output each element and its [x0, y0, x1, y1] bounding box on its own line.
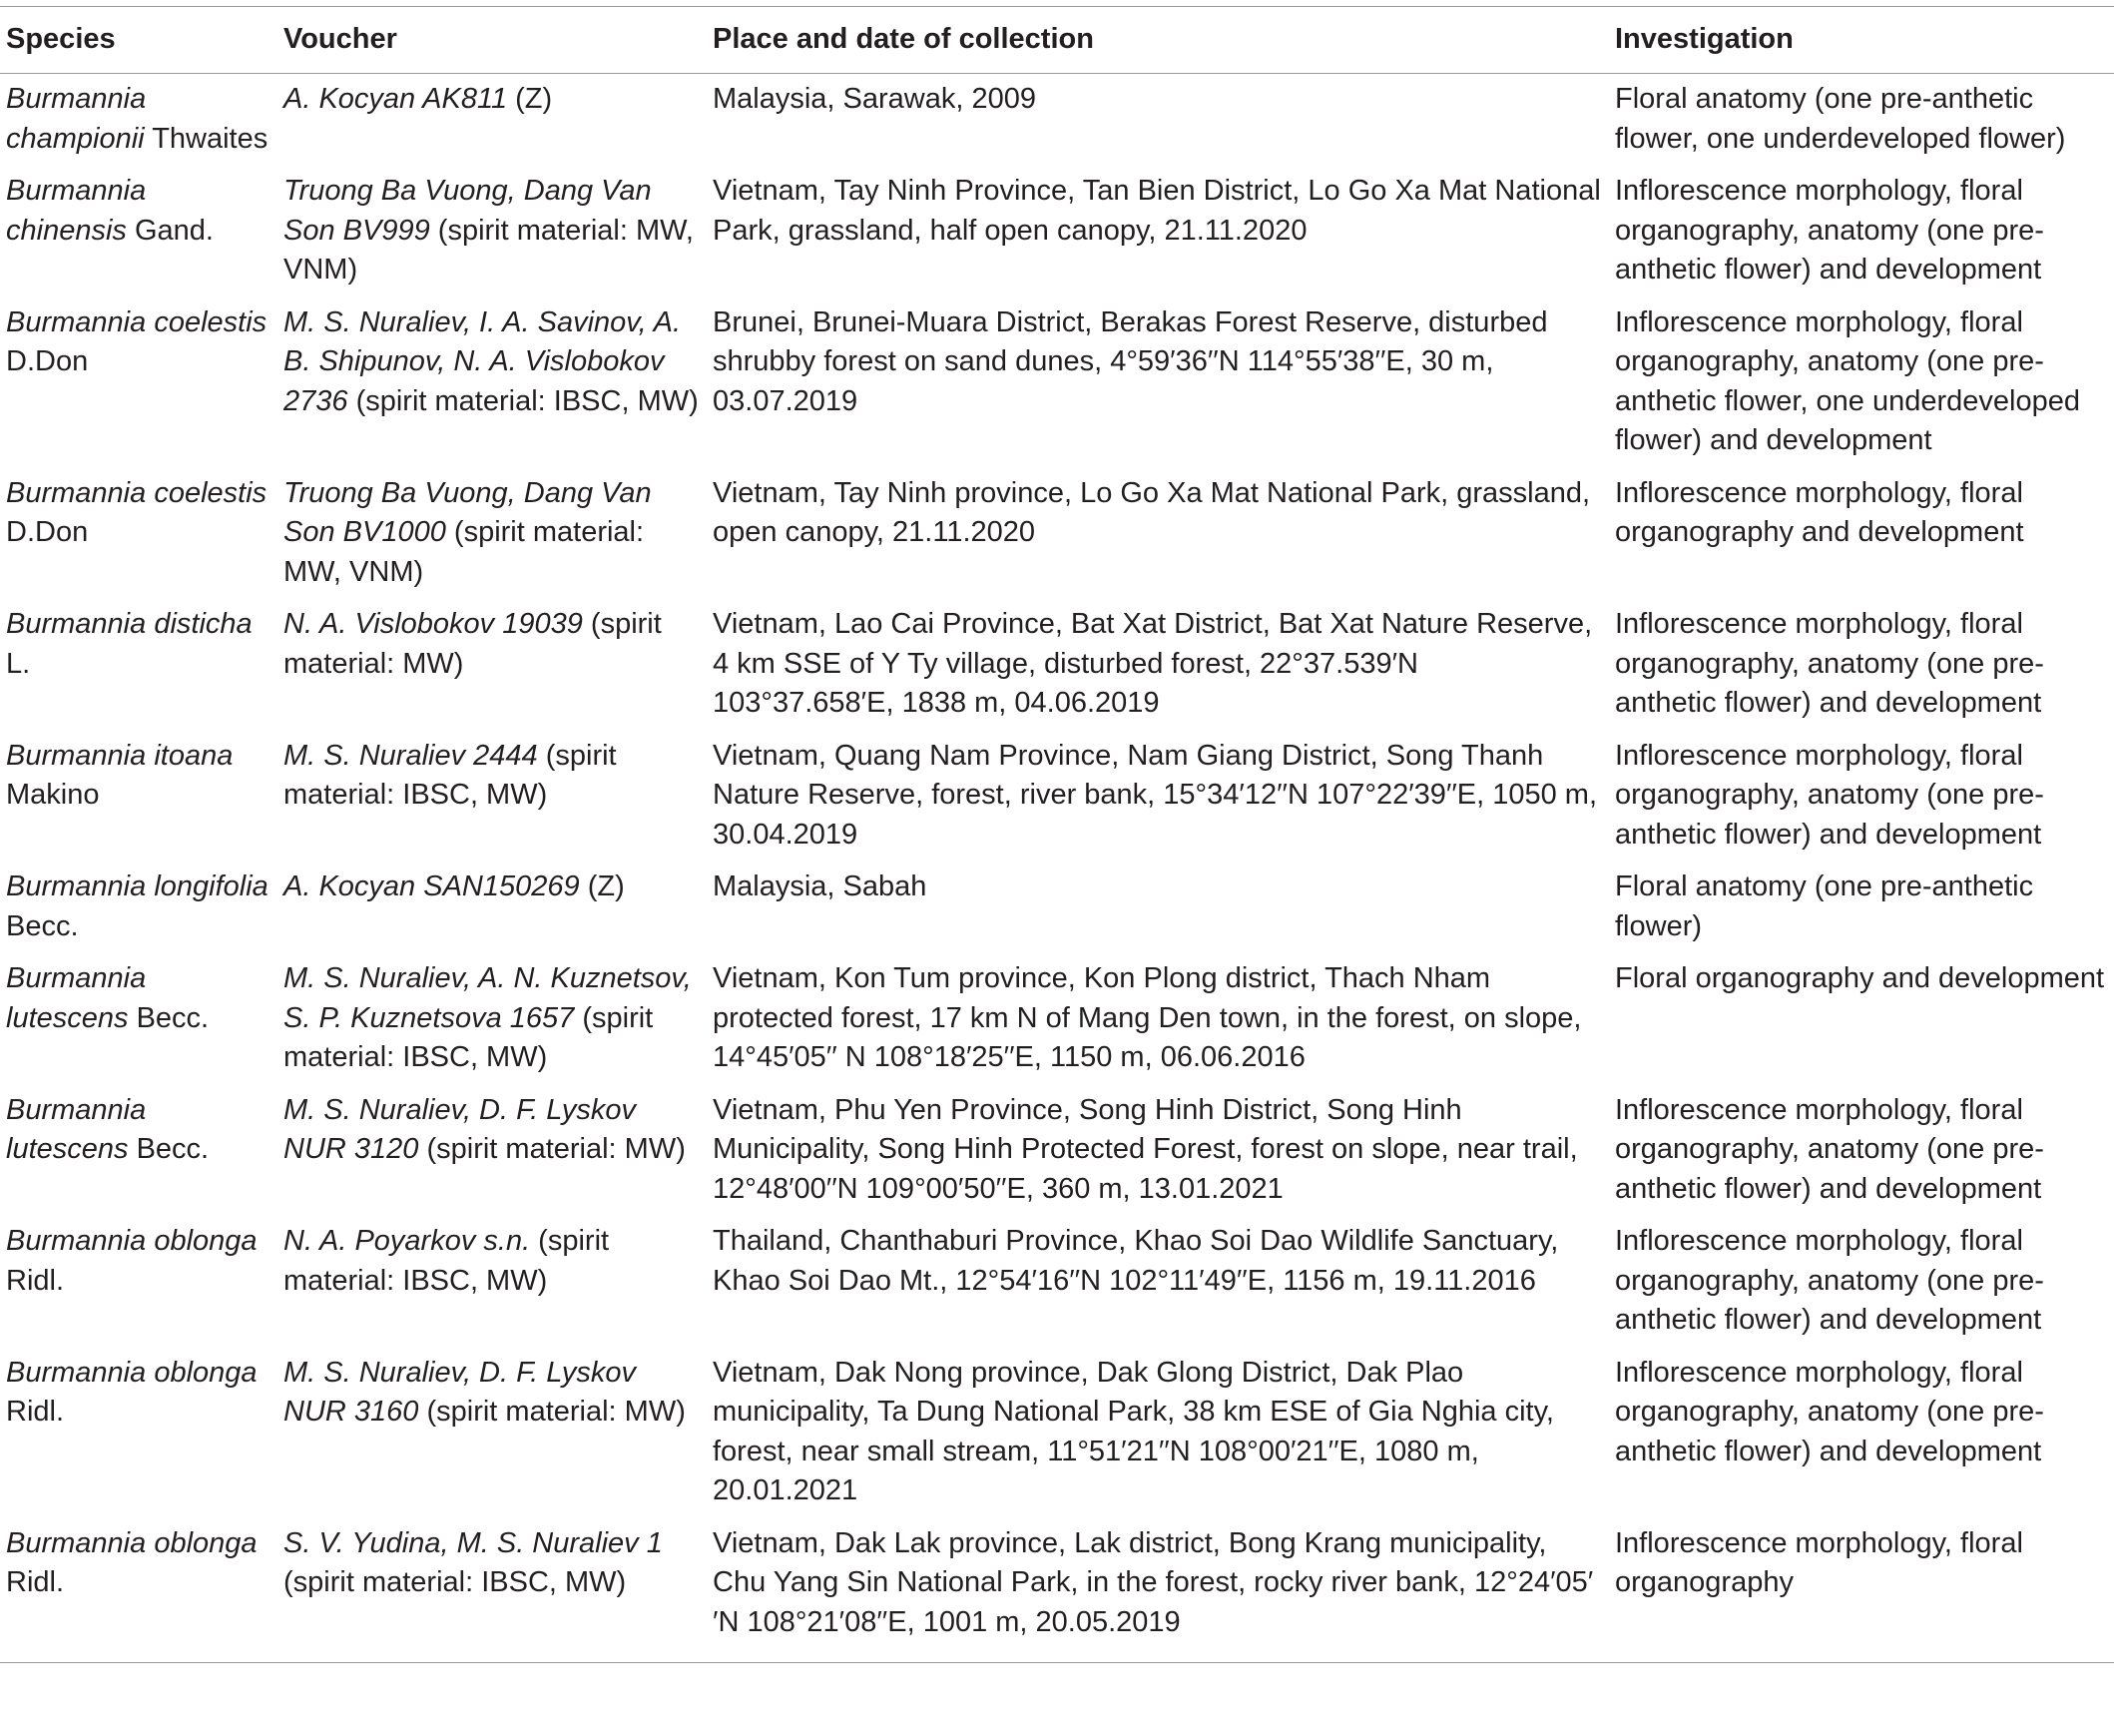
voucher-repository: (spirit material: IBSC, MW)	[283, 1225, 610, 1297]
table-row	[0, 297, 2114, 468]
table-row	[0, 1518, 2114, 1663]
voucher-collectors: S. V. Yudina, M. S. Nuraliev 1	[283, 1526, 663, 1559]
voucher-collectors: M. S. Nuraliev, D. F. Lyskov NUR 3160	[283, 1356, 636, 1428]
place-date-cell: Malaysia, Sarawak, 2009	[713, 83, 1036, 115]
species-cell	[0, 862, 277, 953]
table-row	[0, 1085, 2114, 1217]
place-date-cell: Vietnam, Tay Ninh province, Lo Go Xa Mat National Park, grassland, open canopy, 21.11.2020	[713, 476, 1591, 548]
voucher-collectors: A. Kocyan AK811	[283, 83, 508, 115]
species-cell	[0, 599, 277, 731]
species-author: D.Don	[6, 516, 89, 548]
species-author: D.Don	[6, 345, 89, 377]
specimen-table	[0, 6, 2114, 1663]
species-author: Becc.	[136, 1001, 210, 1034]
species-epithet: oblonga	[154, 1356, 258, 1389]
place-date-cell: Thailand, Chanthaburi Province, Khao Soi Dao Wildlife Sanctuary, Khao Soi Dao Mt., 12°54′16′′N 102°11′49′′E, 1156 m, 19.11.2016	[713, 1225, 1559, 1297]
species-author: Becc.	[6, 909, 79, 942]
voucher-repository: (spirit material: MW, VNM)	[283, 214, 694, 286]
voucher-cell	[277, 166, 707, 297]
table-body	[0, 74, 2114, 1663]
species-genus: Burmannia	[6, 175, 147, 207]
investigation-cell: Inflorescence morphology, floral organography, anatomy (one pre-anthetic flower) and development	[1615, 175, 2044, 286]
species-epithet: longifolia	[154, 870, 268, 902]
species-cell	[0, 953, 277, 1085]
investigation-cell: Inflorescence morphology, floral organography	[1615, 1526, 2023, 1598]
voucher-cell	[277, 297, 707, 468]
species-author: Ridl.	[6, 1264, 65, 1297]
table-row	[0, 1216, 2114, 1348]
header-species: Species	[6, 23, 116, 56]
species-epithet: oblonga	[154, 1225, 258, 1257]
voucher-collectors: M. S. Nuraliev 2444	[283, 739, 538, 772]
investigation-cell: Inflorescence morphology, floral organography, anatomy (one pre-anthetic flower) and development	[1615, 1225, 2044, 1336]
voucher-collectors: N. A. Vislobokov 19039	[283, 608, 583, 640]
investigation-cell: Floral anatomy (one pre-anthetic flower, one underdeveloped flower)	[1615, 83, 2066, 155]
header-investigation: Investigation	[1615, 23, 1794, 56]
species-epithet: coelestis	[154, 305, 267, 338]
voucher-cell	[277, 1518, 707, 1663]
species-author: Thwaites	[152, 122, 268, 155]
header-voucher: Voucher	[283, 23, 397, 56]
species-author: Gand.	[134, 214, 214, 247]
table-row	[0, 599, 2114, 731]
voucher-collectors: M. S. Nuraliev, I. A. Savinov, A. B. Shipunov, N. A. Vislobokov 2736	[283, 305, 682, 417]
voucher-cell	[277, 74, 707, 167]
voucher-cell	[277, 468, 707, 600]
header-row	[0, 7, 2114, 74]
species-epithet: coelestis	[154, 476, 267, 509]
voucher-repository: (spirit material: IBSC, MW)	[347, 384, 699, 417]
place-date-cell: Brunei, Brunei-Muara District, Berakas Forest Reserve, disturbed shrubby forest on sand dunes, 4°59′36′′N 114°55′38′′E, 30 m, 03.07.2019	[713, 305, 1548, 417]
voucher-repository: (spirit material: MW)	[418, 1396, 686, 1428]
voucher-collectors: Truong Ba Vuong, Dang Van Son BV1000	[283, 476, 652, 548]
species-epithet: oblonga	[154, 1526, 258, 1559]
voucher-repository: (spirit material: IBSC, MW)	[283, 739, 617, 811]
species-cell	[0, 731, 277, 863]
table-row	[0, 731, 2114, 863]
species-genus: Burmannia	[6, 1225, 147, 1257]
species-epithet: disticha	[154, 608, 253, 640]
species-cell	[0, 468, 277, 600]
species-epithet: lutescens	[6, 1001, 129, 1034]
species-cell	[0, 1348, 277, 1518]
voucher-cell	[277, 599, 707, 731]
species-author: Ridl.	[6, 1566, 65, 1598]
voucher-collectors: Truong Ba Vuong, Dang Van Son BV999	[283, 175, 652, 247]
place-date-cell: Malaysia, Sabah	[713, 870, 927, 902]
species-epithet: itoana	[154, 739, 234, 772]
species-genus: Burmannia	[6, 476, 147, 509]
table-row	[0, 74, 2114, 167]
voucher-repository: (spirit material: MW)	[283, 608, 662, 680]
species-epithet: chinensis	[6, 214, 127, 247]
species-cell	[0, 1216, 277, 1348]
species-author: Becc.	[136, 1133, 210, 1165]
voucher-repository: (spirit material: MW, VNM)	[283, 516, 645, 588]
table-row	[0, 1348, 2114, 1518]
species-cell	[0, 1085, 277, 1217]
place-date-cell: Vietnam, Phu Yen Province, Song Hinh District, Song Hinh Municipality, Song Hinh Protected Forest, forest on slope, near trail, 12°48′00′′N 109°00′50′′E, 360 m, 13.01.2021	[713, 1093, 1578, 1205]
investigation-cell: Inflorescence morphology, floral organography and development	[1615, 476, 2024, 548]
investigation-cell: Inflorescence morphology, floral organography, anatomy (one pre-anthetic flower) and development	[1615, 1356, 2044, 1467]
species-genus: Burmannia	[6, 962, 147, 994]
table-row	[0, 468, 2114, 600]
species-epithet: lutescens	[6, 1133, 129, 1165]
voucher-cell	[277, 731, 707, 863]
place-date-cell: Vietnam, Dak Nong province, Dak Glong District, Dak Plao municipality, Ta Dung National Park, 38 km ESE of Gia Nghia city, forest, near small stream, 11°51′21′′N 108°00′21′′E, 1080 m, 20.01.2021	[713, 1356, 1554, 1506]
species-genus: Burmannia	[6, 305, 147, 338]
voucher-cell	[277, 953, 707, 1085]
species-author: Ridl.	[6, 1396, 65, 1428]
investigation-cell: Inflorescence morphology, floral organography, anatomy (one pre-anthetic flower) and development	[1615, 608, 2044, 719]
table-row	[0, 166, 2114, 297]
voucher-repository: (Z)	[507, 83, 553, 115]
voucher-collectors: M. S. Nuraliev, D. F. Lyskov NUR 3120	[283, 1093, 636, 1165]
species-cell	[0, 1518, 277, 1663]
investigation-cell: Inflorescence morphology, floral organography, anatomy (one pre-anthetic flower, one underdeveloped flower) and development	[1615, 305, 2080, 456]
voucher-collectors: M. S. Nuraliev, A. N. Kuznetsov, S. P. Kuznetsova 1657	[283, 962, 692, 1034]
voucher-cell	[277, 1216, 707, 1348]
voucher-repository: (Z)	[579, 870, 625, 902]
species-genus: Burmannia	[6, 83, 147, 115]
species-cell	[0, 74, 277, 167]
species-cell	[0, 297, 277, 468]
investigation-cell: Inflorescence morphology, floral organography, anatomy (one pre-anthetic flower) and development	[1615, 1093, 2044, 1205]
voucher-collectors: A. Kocyan SAN150269	[283, 870, 580, 902]
place-date-cell: Vietnam, Dak Lak province, Lak district, Bong Krang municipality, Chu Yang Sin National Park, in the forest, rocky river bank, 12°24′05′′N 108°21′08′′E, 1001 m, 20.05.2019	[713, 1526, 1594, 1638]
place-date-cell: Vietnam, Quang Nam Province, Nam Giang District, Song Thanh Nature Reserve, forest, river bank, 15°34′12′′N 107°22′39′′E, 1050 m, 30.04.2019	[713, 739, 1598, 851]
species-genus: Burmannia	[6, 608, 147, 640]
species-genus: Burmannia	[6, 1356, 147, 1389]
species-genus: Burmannia	[6, 870, 147, 902]
investigation-cell: Floral anatomy (one pre-anthetic flower)	[1615, 870, 2034, 942]
voucher-repository: (spirit material: IBSC, MW)	[283, 1566, 627, 1598]
place-date-cell: Vietnam, Tay Ninh Province, Tan Bien District, Lo Go Xa Mat National Park, grassland, half open canopy, 21.11.2020	[713, 175, 1601, 247]
species-cell	[0, 166, 277, 297]
voucher-cell	[277, 1348, 707, 1518]
investigation-cell: Inflorescence morphology, floral organography, anatomy (one pre-anthetic flower) and development	[1615, 739, 2044, 851]
investigation-cell: Floral organography and development	[1615, 962, 2105, 994]
species-author: L.	[6, 647, 31, 680]
table-row	[0, 862, 2114, 953]
species-author: Makino	[6, 779, 100, 811]
voucher-cell	[277, 1085, 707, 1217]
header-place-date: Place and date of collection	[713, 23, 1094, 56]
voucher-cell	[277, 862, 707, 953]
table-header	[0, 7, 2114, 74]
voucher-repository: (spirit material: MW)	[418, 1133, 686, 1165]
voucher-repository: (spirit material: IBSC, MW)	[283, 1001, 654, 1073]
species-epithet: championii	[6, 122, 145, 155]
species-genus: Burmannia	[6, 739, 147, 772]
table-row	[0, 953, 2114, 1085]
species-genus: Burmannia	[6, 1093, 147, 1126]
place-date-cell: Vietnam, Kon Tum province, Kon Plong district, Thach Nham protected forest, 17 km N of Mang Den town, in the forest, on slope, 14°45′05′′ N 108°18′25′′E, 1150 m, 06.06.2016	[713, 962, 1582, 1073]
voucher-collectors: N. A. Poyarkov s.n.	[283, 1225, 531, 1257]
species-genus: Burmannia	[6, 1526, 147, 1559]
place-date-cell: Vietnam, Lao Cai Province, Bat Xat District, Bat Xat Nature Reserve, 4 km SSE of Y Ty village, disturbed forest, 22°37.539′N 103°37.658′E, 1838 m, 04.06.2019	[713, 608, 1593, 719]
